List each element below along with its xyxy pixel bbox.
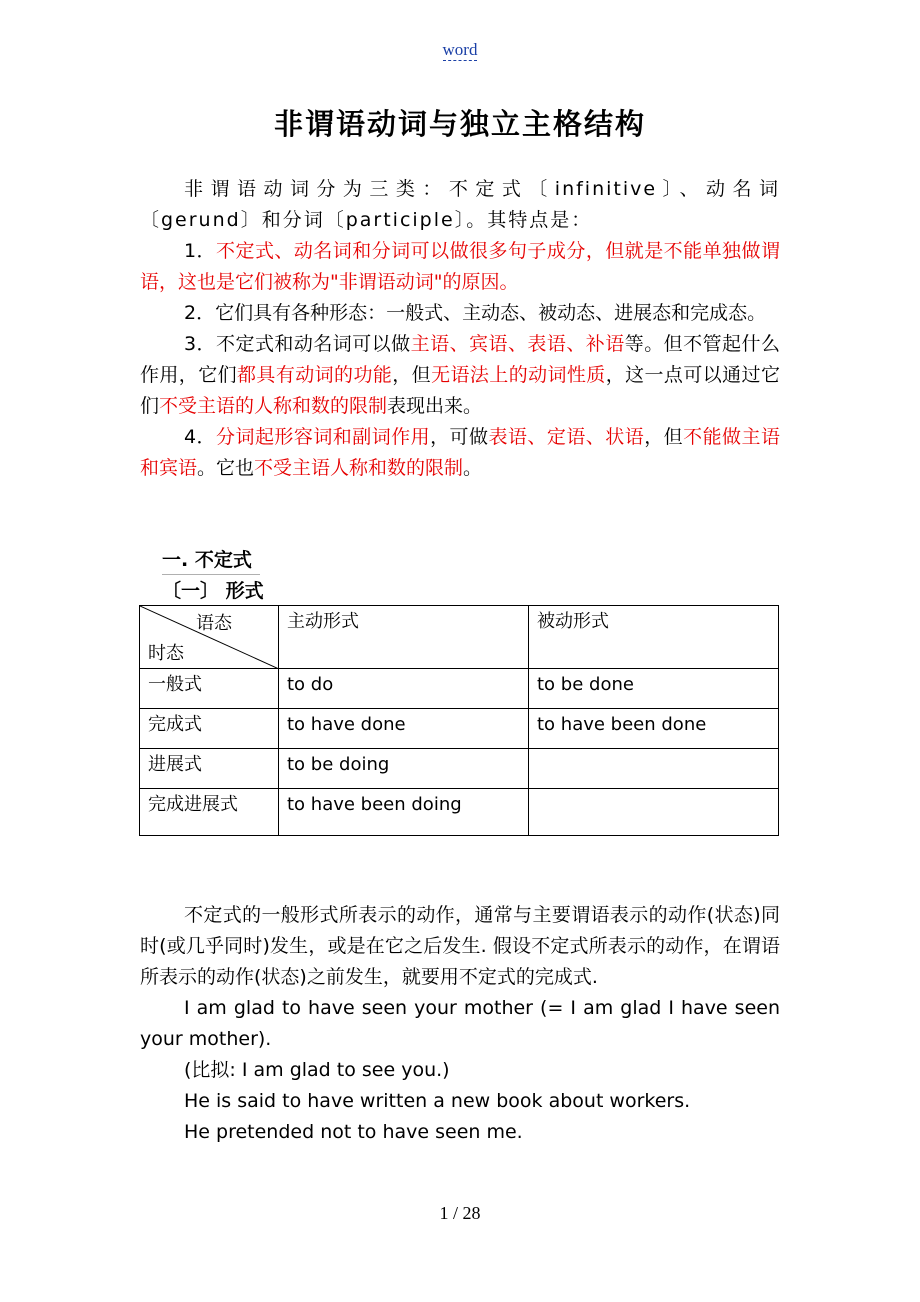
- passive-cell: [529, 789, 779, 836]
- table-row: [140, 789, 779, 836]
- table-row: [140, 669, 779, 709]
- point-3-text-i: 表现出来。: [387, 395, 483, 417]
- point-3-red-f: 无语法上的动词性质: [431, 364, 606, 386]
- point-3-text-g: ，这一点可以通过它们: [140, 364, 780, 417]
- table-row: [140, 709, 779, 749]
- point-3: [140, 329, 780, 422]
- section-heading-infinitive: 一. 不定式: [162, 546, 260, 575]
- point-4: [140, 422, 780, 484]
- passive-cell: to have been done: [529, 709, 779, 749]
- example-sentence-1: I am glad to have seen your mother (= I am glad I have seen your mother).: [140, 997, 780, 1050]
- point-4-red-d: 表语、定语、状语: [488, 426, 645, 448]
- point-4-text-e: ，但: [644, 426, 684, 448]
- subsection-heading-forms: 〔一〕 形式: [162, 580, 264, 602]
- point-4-red-h: 不受主语人称和数的限制: [254, 457, 464, 479]
- point-2: 2．它们具有各种形态：一般式、主动态、被动态、进展态和完成态。: [184, 302, 767, 324]
- corner-cell: [140, 606, 279, 669]
- page-header: [0, 40, 920, 60]
- explanation-section: [140, 900, 780, 1148]
- point-4-text-c: ，可做: [430, 426, 489, 448]
- point-3-red-h: 不受主语的人称和数的限制: [159, 395, 388, 417]
- passive-cell: [529, 749, 779, 789]
- point-4-text-a: 4．: [184, 426, 217, 448]
- point-3-text-e: ，但: [392, 364, 432, 386]
- point-3-red-b: 主语、宾语、表语、补语: [410, 333, 625, 355]
- point-4-text-g: 。它也: [197, 457, 255, 479]
- active-cell: to have been doing: [279, 789, 529, 836]
- table-header-row: [140, 606, 779, 669]
- tense-cell: 完成式: [140, 709, 279, 749]
- header-word-link[interactable]: word: [442, 40, 478, 59]
- example-comparison: (比拟: I am glad to see you.): [184, 1059, 450, 1081]
- point-4-red-b: 分词起形容词和副词作用: [216, 426, 431, 448]
- active-cell: to have done: [279, 709, 529, 749]
- column-header-passive: 被动形式: [529, 606, 779, 669]
- explanation-paragraph: 不定式的一般形式所表示的动作，通常与主要谓语表示的动作(状态)同时(或几乎同时)发生，或是在它之后发生. 假设不定式所表示的动作，在谓语所表示的动作(状态)之前发生，就要用不定式的完成式.: [140, 904, 780, 988]
- point-4-red-f: 不能做主语和宾语: [140, 426, 780, 479]
- corner-tense-label: 时态: [148, 643, 184, 664]
- page-number: 1 / 28: [439, 1203, 481, 1223]
- intro-section: [140, 174, 780, 484]
- column-header-active: 主动形式: [279, 606, 529, 669]
- passive-cell: to be done: [529, 669, 779, 709]
- infinitive-forms-table: [139, 605, 779, 836]
- point-1: [140, 236, 780, 298]
- document-title: 非谓语动词与独立主格结构: [273, 107, 646, 141]
- table-row: [140, 749, 779, 789]
- point-4-text-i: 。: [463, 457, 483, 479]
- active-cell: to be doing: [279, 749, 529, 789]
- example-sentence-3: He pretended not to have seen me.: [184, 1121, 523, 1143]
- point-3-text-c: 等。但不管起什么作用，它们: [140, 333, 780, 386]
- example-sentence-2: He is said to have written a new book about workers.: [184, 1090, 691, 1112]
- tense-cell: 完成进展式: [140, 789, 279, 836]
- point-1-text: 不定式、动名词和分词可以做很多句子成分，但就是不能单独做谓语，这也是它们被称为"非谓语动词"的原因。: [140, 240, 780, 293]
- active-cell: to do: [279, 669, 529, 709]
- intro-paragraph: 非谓语动词分为三类：不定式〔infinitive〕、动名词〔gerund〕和分词〔participle〕。其特点是：: [140, 178, 780, 231]
- point-3-text-a: 3．不定式和动名词可以做: [184, 333, 411, 355]
- point-3-red-d: 都具有动词的功能: [237, 364, 393, 386]
- point-1-number: 1．: [184, 240, 217, 262]
- tense-cell: 一般式: [140, 669, 279, 709]
- corner-voice-label: 语态: [196, 613, 232, 634]
- tense-cell: 进展式: [140, 749, 279, 789]
